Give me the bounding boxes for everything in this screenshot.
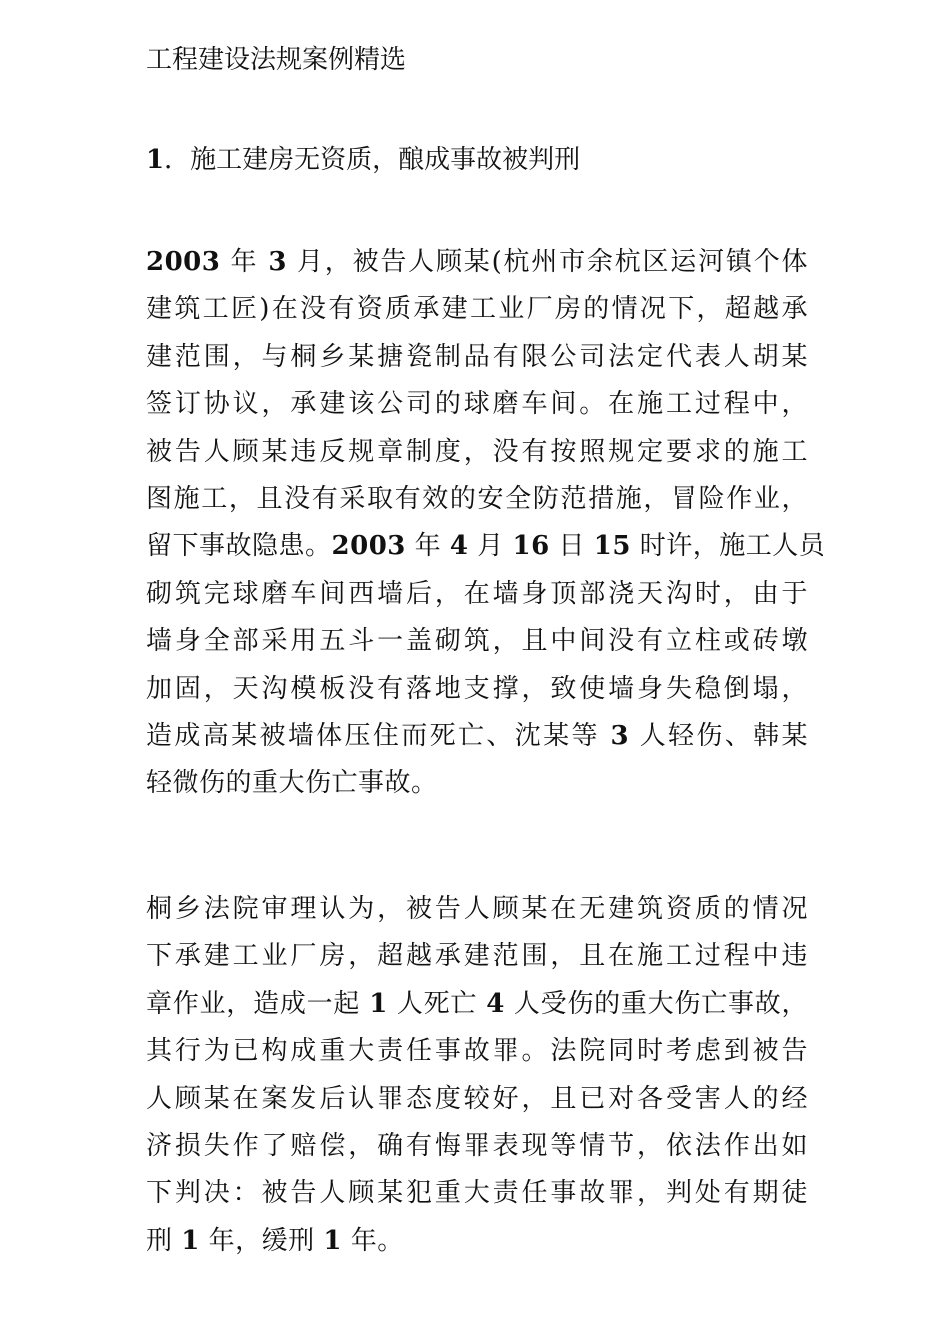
paragraph-line: 人顾某在案发后认罪态度较好，且已对各受害人的经	[146, 1083, 808, 1114]
paragraph-line: 建范围，与桐乡某搪瓷制品有限公司法定代表人胡某	[146, 341, 808, 372]
section-heading-text: 施工建房无资质，酿成事故被判刑	[190, 145, 581, 175]
paragraph-line: 建筑工匠)在没有资质承建工业厂房的情况下，超越承	[146, 294, 808, 325]
paragraph-line: 签订协议，承建该公司的球磨车间。在施工过程中，	[146, 389, 808, 420]
case-facts-paragraph	[146, 239, 826, 808]
paragraph-line: 济损失作了赔偿，确有悔罪表现等情节，依法作出如	[146, 1130, 808, 1161]
paragraph-line: 下判决：被告人顾某犯重大责任事故罪，判处有期徒	[146, 1178, 808, 1209]
document-title: 工程建设法规案例精选	[146, 45, 407, 75]
paragraph-line: 其行为已构成重大责任事故罪。法院同时考虑到被告	[146, 1036, 808, 1067]
paragraph-line: 图施工，且没有采取有效的安全防范措施，冒险作业，	[146, 483, 808, 514]
paragraph-line: 2003 年 3 月，被告人顾某(杭州市余杭区运河镇个体	[146, 247, 808, 277]
paragraph-line: 砌筑完球磨车间西墙后，在墙身顶部浇天沟时，由于	[146, 578, 808, 609]
paragraph-line: 章作业，造成一起 1 人死亡 4 人受伤的重大伤亡事故，	[146, 988, 809, 1019]
section-number: 1	[146, 145, 165, 175]
section-number-separator: ．	[164, 145, 191, 175]
section-heading	[146, 140, 580, 180]
paragraph-line: 轻微伤的重大伤亡事故。	[146, 768, 438, 799]
paragraph-line: 刑 1 年，缓刑 1 年。	[146, 1225, 404, 1256]
paragraph-line: 加固，天沟模板没有落地支撑，致使墙身失稳倒塌，	[146, 673, 808, 704]
paragraph-line: 下承建工业厂房，超越承建范围，且在施工过程中违	[146, 941, 808, 972]
court-ruling-paragraph	[146, 886, 808, 1265]
paragraph-line: 留下事故隐患。2003 年 4 月 16 日 15 时许，施工人员	[146, 531, 826, 562]
paragraph-line: 墙身全部采用五斗一盖砌筑，且中间没有立柱或砖墩	[146, 626, 808, 657]
paragraph-line: 桐乡法院审理认为，被告人顾某在无建筑资质的情况	[146, 894, 808, 924]
paragraph-line: 被告人顾某违反规章制度，没有按照规定要求的施工	[146, 436, 808, 467]
paragraph-line: 造成高某被墙体压住而死亡、沈某等 3 人轻伤、韩某	[146, 720, 809, 751]
